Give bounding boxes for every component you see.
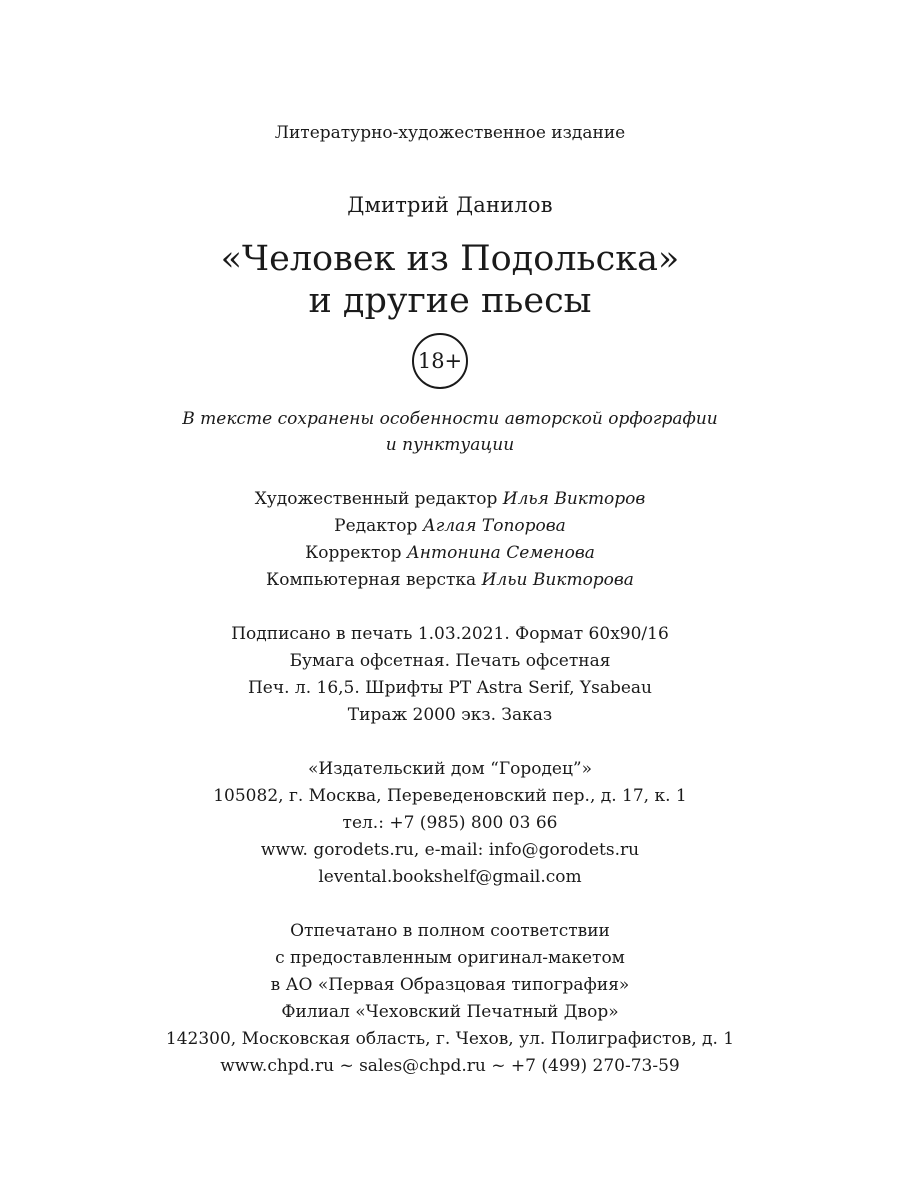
printer-info-line: в АО «Первая Образцовая типография» xyxy=(270,975,630,995)
publisher-contact-email: levental.bookshelf@gmail.com xyxy=(318,867,582,887)
orthography-note-line-1: В тексте сохранены особенности авторской орфографии xyxy=(182,409,718,429)
credit-role: Художественный редактор xyxy=(254,489,503,509)
genre-label: Литературно-художественное издание xyxy=(274,123,626,143)
printer-info-line: Филиал «Чеховский Печатный Двор» xyxy=(281,1002,619,1022)
printer-contacts: www.chpd.ru ~ sales@chpd.ru ~ +7 (499) 270-73-59 xyxy=(220,1056,680,1076)
printer-address: 142300, Московская область, г. Чехов, ул. Полиграфистов, д. 1 xyxy=(165,1029,735,1049)
publisher-web-email: www. gorodets.ru, e-mail: info@gorodets.ru xyxy=(260,840,640,860)
credit-layout xyxy=(0,569,900,591)
credit-person: Аглая Топорова xyxy=(422,516,566,536)
printer-info-line: с предоставленным оригинал-макетом xyxy=(275,948,625,968)
orthography-note-line-2: и пунктуации xyxy=(385,435,515,455)
credit-editor xyxy=(0,515,900,537)
credit-proofreader xyxy=(0,542,900,564)
publisher-address: 105082, г. Москва, Переведеновский пер., д. 17, к. 1 xyxy=(213,786,687,806)
credit-art-editor xyxy=(0,488,900,510)
age-rating-badge xyxy=(412,333,468,389)
print-info-line: Тираж 2000 экз. Заказ xyxy=(347,705,553,725)
book-title-line-2: и другие пьесы xyxy=(308,281,592,321)
credit-person: Илья Викторов xyxy=(502,489,646,509)
credit-person: Антонина Семенова xyxy=(406,543,595,563)
age-rating-text: 18+ xyxy=(417,349,463,373)
publisher-phone: тел.: +7 (985) 800 03 66 xyxy=(342,813,558,833)
book-title-line-1: «Человек из Подольска» xyxy=(220,239,680,279)
credit-person: Ильи Викторова xyxy=(481,570,634,590)
credit-role: Редактор xyxy=(334,516,423,536)
print-info-line: Печ. л. 16,5. Шрифты PT Astra Serif, Ysabeau xyxy=(247,678,652,698)
print-info-line: Подписано в печать 1.03.2021. Формат 60x90/16 xyxy=(231,624,669,644)
print-info-line: Бумага офсетная. Печать офсетная xyxy=(289,651,611,671)
credit-role: Корректор xyxy=(305,543,407,563)
publisher-name: «Издательский дом “Городец”» xyxy=(307,759,592,779)
printer-info-line: Отпечатано в полном соответствии xyxy=(290,921,610,941)
credit-role: Компьютерная верстка xyxy=(266,570,482,590)
author-name: Дмитрий Данилов xyxy=(347,193,553,217)
